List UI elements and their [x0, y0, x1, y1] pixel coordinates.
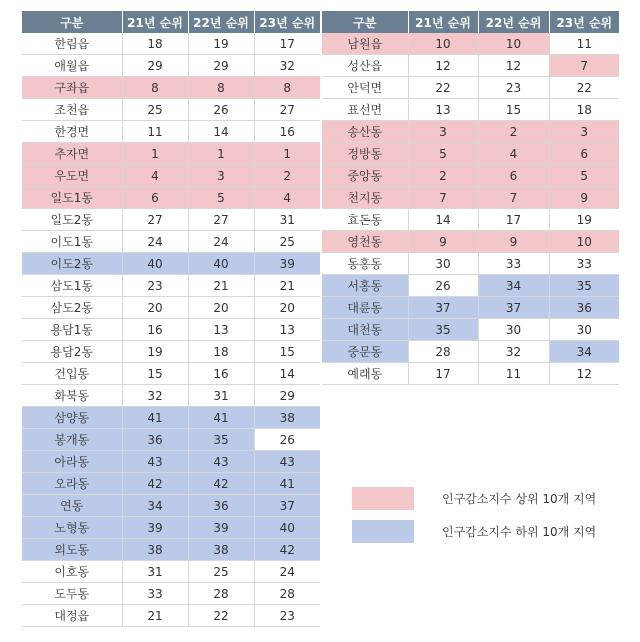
region-name-cell: 서홍동 — [322, 275, 408, 297]
region-name-cell: 이도2동 — [22, 253, 122, 275]
rank-22-cell: 16 — [188, 363, 254, 385]
table-row — [22, 561, 320, 583]
rank-21-cell: 37 — [408, 297, 478, 319]
rank-21-cell: 3 — [408, 121, 478, 143]
region-name-cell: 대정읍 — [22, 605, 122, 627]
header-rank-23: 23년 순위 — [549, 11, 619, 33]
table-row — [322, 187, 619, 209]
rank-22-cell: 13 — [188, 319, 254, 341]
rank-23-cell: 5 — [549, 165, 619, 187]
rank-22-cell: 18 — [188, 341, 254, 363]
region-name-cell: 중앙동 — [322, 165, 408, 187]
rank-22-cell: 14 — [188, 121, 254, 143]
rank-21-cell: 4 — [122, 165, 188, 187]
rank-23-cell: 42 — [254, 539, 320, 561]
rank-21-cell: 32 — [122, 385, 188, 407]
table-row — [22, 451, 320, 473]
rank-21-cell: 5 — [408, 143, 478, 165]
region-name-cell: 송산동 — [322, 121, 408, 143]
rank-22-cell: 22 — [188, 605, 254, 627]
rank-21-cell: 11 — [122, 121, 188, 143]
rank-23-cell: 8 — [254, 77, 320, 99]
table-header-row — [22, 11, 320, 33]
rank-21-cell: 20 — [122, 297, 188, 319]
rank-23-cell: 15 — [254, 341, 320, 363]
rank-22-cell: 5 — [188, 187, 254, 209]
rank-21-cell: 38 — [122, 539, 188, 561]
rank-23-cell: 39 — [254, 253, 320, 275]
region-name-cell: 용담2동 — [22, 341, 122, 363]
rank-22-cell: 39 — [188, 517, 254, 539]
rank-22-cell: 31 — [188, 385, 254, 407]
rank-23-cell: 38 — [254, 407, 320, 429]
rank-21-cell: 21 — [122, 605, 188, 627]
rank-21-cell: 33 — [122, 583, 188, 605]
rank-23-cell: 7 — [549, 55, 619, 77]
legend-swatch-top10 — [352, 487, 414, 510]
rank-22-cell: 25 — [188, 561, 254, 583]
rank-23-cell: 1 — [254, 143, 320, 165]
region-name-cell: 건입동 — [22, 363, 122, 385]
rank-22-cell: 23 — [478, 77, 549, 99]
region-name-cell: 삼양동 — [22, 407, 122, 429]
rank-22-cell: 12 — [478, 55, 549, 77]
rank-21-cell: 18 — [122, 33, 188, 55]
rank-22-cell: 34 — [478, 275, 549, 297]
rank-21-cell: 43 — [122, 451, 188, 473]
rank-21-cell: 22 — [408, 77, 478, 99]
rank-21-cell: 23 — [122, 275, 188, 297]
rank-23-cell: 43 — [254, 451, 320, 473]
legend-bottom10 — [352, 520, 596, 543]
rank-21-cell: 10 — [408, 33, 478, 55]
region-name-cell: 오라동 — [22, 473, 122, 495]
region-name-cell: 연동 — [22, 495, 122, 517]
rank-21-cell: 42 — [122, 473, 188, 495]
rank-22-cell: 4 — [478, 143, 549, 165]
rank-21-cell: 9 — [408, 231, 478, 253]
header-rank-21: 21년 순위 — [408, 11, 478, 33]
header-category: 구분 — [322, 11, 408, 33]
table-row — [22, 297, 320, 319]
table-row — [22, 187, 320, 209]
rank-23-cell: 24 — [254, 561, 320, 583]
rank-21-cell: 1 — [122, 143, 188, 165]
region-name-cell: 봉개동 — [22, 429, 122, 451]
region-name-cell: 정방동 — [322, 143, 408, 165]
table-row — [22, 165, 320, 187]
region-name-cell: 도두동 — [22, 583, 122, 605]
rank-21-cell: 27 — [122, 209, 188, 231]
rank-23-cell: 17 — [254, 33, 320, 55]
table-row — [22, 231, 320, 253]
region-name-cell: 예래동 — [322, 363, 408, 385]
header-category: 구분 — [22, 11, 122, 33]
rank-21-cell: 34 — [122, 495, 188, 517]
region-name-cell: 대륜동 — [322, 297, 408, 319]
region-name-cell: 일도2동 — [22, 209, 122, 231]
region-name-cell: 구좌읍 — [22, 77, 122, 99]
rank-23-cell: 18 — [549, 99, 619, 121]
rank-21-cell: 26 — [408, 275, 478, 297]
rank-23-cell: 40 — [254, 517, 320, 539]
table-row — [322, 297, 619, 319]
rank-22-cell: 27 — [188, 209, 254, 231]
region-name-cell: 천지동 — [322, 187, 408, 209]
rank-23-cell: 11 — [549, 33, 619, 55]
region-name-cell: 한림읍 — [22, 33, 122, 55]
rank-23-cell: 29 — [254, 385, 320, 407]
table-row — [22, 99, 320, 121]
rank-21-cell: 15 — [122, 363, 188, 385]
table-row — [322, 33, 619, 55]
region-name-cell: 영천동 — [322, 231, 408, 253]
region-name-cell: 우도면 — [22, 165, 122, 187]
legend-top10 — [352, 487, 596, 510]
rank-23-cell: 34 — [549, 341, 619, 363]
table-row — [322, 231, 619, 253]
rank-22-cell: 3 — [188, 165, 254, 187]
table-header-row — [322, 11, 619, 33]
rank-23-cell: 4 — [254, 187, 320, 209]
rank-22-cell: 35 — [188, 429, 254, 451]
table-row — [322, 99, 619, 121]
rank-23-cell: 13 — [254, 319, 320, 341]
rank-21-cell: 6 — [122, 187, 188, 209]
rank-22-cell: 41 — [188, 407, 254, 429]
rank-23-cell: 30 — [549, 319, 619, 341]
legend-swatch-bottom10 — [352, 520, 414, 543]
region-name-cell: 일도1동 — [22, 187, 122, 209]
table-row — [322, 319, 619, 341]
rank-23-cell: 16 — [254, 121, 320, 143]
table-row — [22, 539, 320, 561]
rank-22-cell: 15 — [478, 99, 549, 121]
rank-23-cell: 9 — [549, 187, 619, 209]
region-name-cell: 남원읍 — [322, 33, 408, 55]
table-row — [22, 55, 320, 77]
region-name-cell: 삼도1동 — [22, 275, 122, 297]
table-body-right — [322, 33, 619, 385]
table-row — [322, 121, 619, 143]
region-name-cell: 동홍동 — [322, 253, 408, 275]
region-name-cell: 효돈동 — [322, 209, 408, 231]
rank-21-cell: 40 — [122, 253, 188, 275]
table-row — [22, 33, 320, 55]
region-name-cell: 이호동 — [22, 561, 122, 583]
rank-22-cell: 2 — [478, 121, 549, 143]
rank-21-cell: 16 — [122, 319, 188, 341]
rank-22-cell: 24 — [188, 231, 254, 253]
rank-21-cell: 35 — [408, 319, 478, 341]
table-row — [322, 341, 619, 363]
rank-23-cell: 10 — [549, 231, 619, 253]
table-row — [22, 121, 320, 143]
rank-21-cell: 17 — [408, 363, 478, 385]
header-rank-21: 21년 순위 — [122, 11, 188, 33]
rank-23-cell: 20 — [254, 297, 320, 319]
rank-23-cell: 26 — [254, 429, 320, 451]
legend-label-top10: 인구감소지수 상위 10개 지역 — [442, 492, 597, 506]
ranking-table-right — [322, 11, 619, 385]
rank-21-cell: 41 — [122, 407, 188, 429]
rank-23-cell: 31 — [254, 209, 320, 231]
table-row — [322, 77, 619, 99]
rank-21-cell: 36 — [122, 429, 188, 451]
rank-23-cell: 21 — [254, 275, 320, 297]
rank-23-cell: 23 — [254, 605, 320, 627]
rank-23-cell: 36 — [549, 297, 619, 319]
rank-22-cell: 42 — [188, 473, 254, 495]
table-row — [22, 275, 320, 297]
table-row — [22, 583, 320, 605]
rank-22-cell: 21 — [188, 275, 254, 297]
table-row — [22, 407, 320, 429]
rank-21-cell: 14 — [408, 209, 478, 231]
rank-23-cell: 37 — [254, 495, 320, 517]
rank-23-cell: 2 — [254, 165, 320, 187]
rank-22-cell: 10 — [478, 33, 549, 55]
table-row — [322, 143, 619, 165]
region-name-cell: 한경면 — [22, 121, 122, 143]
legend-label-bottom10: 인구감소지수 하위 10개 지역 — [442, 525, 597, 539]
rank-22-cell: 37 — [478, 297, 549, 319]
region-name-cell: 아라동 — [22, 451, 122, 473]
header-rank-23: 23년 순위 — [254, 11, 320, 33]
rank-23-cell: 25 — [254, 231, 320, 253]
rank-23-cell: 27 — [254, 99, 320, 121]
region-name-cell: 외도동 — [22, 539, 122, 561]
rank-22-cell: 29 — [188, 55, 254, 77]
region-name-cell: 이도1동 — [22, 231, 122, 253]
rank-22-cell: 40 — [188, 253, 254, 275]
table-row — [322, 209, 619, 231]
table-row — [322, 363, 619, 385]
rank-23-cell: 12 — [549, 363, 619, 385]
rank-23-cell: 22 — [549, 77, 619, 99]
ranking-table-left — [22, 11, 320, 627]
region-name-cell: 노형동 — [22, 517, 122, 539]
rank-22-cell: 20 — [188, 297, 254, 319]
region-name-cell: 대천동 — [322, 319, 408, 341]
table-row — [22, 77, 320, 99]
region-name-cell: 추자면 — [22, 143, 122, 165]
rank-23-cell: 35 — [549, 275, 619, 297]
rank-22-cell: 7 — [478, 187, 549, 209]
table-row — [22, 385, 320, 407]
table-row — [22, 605, 320, 627]
table-row — [22, 319, 320, 341]
rank-22-cell: 28 — [188, 583, 254, 605]
rank-22-cell: 9 — [478, 231, 549, 253]
table-row — [22, 429, 320, 451]
rank-22-cell: 33 — [478, 253, 549, 275]
rank-21-cell: 24 — [122, 231, 188, 253]
table-row — [22, 473, 320, 495]
region-name-cell: 삼도2동 — [22, 297, 122, 319]
rank-22-cell: 43 — [188, 451, 254, 473]
rank-21-cell: 19 — [122, 341, 188, 363]
rank-22-cell: 26 — [188, 99, 254, 121]
region-name-cell: 표선면 — [322, 99, 408, 121]
table-row — [22, 495, 320, 517]
rank-21-cell: 12 — [408, 55, 478, 77]
rank-22-cell: 36 — [188, 495, 254, 517]
rank-21-cell: 39 — [122, 517, 188, 539]
rank-21-cell: 2 — [408, 165, 478, 187]
rank-23-cell: 33 — [549, 253, 619, 275]
rank-23-cell: 14 — [254, 363, 320, 385]
rank-21-cell: 30 — [408, 253, 478, 275]
table-row — [22, 253, 320, 275]
rank-22-cell: 1 — [188, 143, 254, 165]
rank-22-cell: 11 — [478, 363, 549, 385]
region-name-cell: 조천읍 — [22, 99, 122, 121]
region-name-cell: 중문동 — [322, 341, 408, 363]
table-row — [322, 253, 619, 275]
table-row — [22, 341, 320, 363]
rank-22-cell: 30 — [478, 319, 549, 341]
rank-22-cell: 32 — [478, 341, 549, 363]
rank-22-cell: 8 — [188, 77, 254, 99]
rank-21-cell: 25 — [122, 99, 188, 121]
rank-23-cell: 19 — [549, 209, 619, 231]
rank-21-cell: 29 — [122, 55, 188, 77]
rank-21-cell: 31 — [122, 561, 188, 583]
rank-23-cell: 28 — [254, 583, 320, 605]
rank-22-cell: 38 — [188, 539, 254, 561]
table-row — [322, 275, 619, 297]
table-row — [22, 209, 320, 231]
region-name-cell: 애월읍 — [22, 55, 122, 77]
table-body-left — [22, 33, 320, 627]
table-row — [22, 143, 320, 165]
region-name-cell: 용담1동 — [22, 319, 122, 341]
rank-21-cell: 13 — [408, 99, 478, 121]
rank-23-cell: 3 — [549, 121, 619, 143]
table-row — [322, 55, 619, 77]
rank-22-cell: 19 — [188, 33, 254, 55]
header-rank-22: 22년 순위 — [188, 11, 254, 33]
rank-22-cell: 6 — [478, 165, 549, 187]
region-name-cell: 성산읍 — [322, 55, 408, 77]
table-row — [22, 363, 320, 385]
table-row — [322, 165, 619, 187]
table-row — [22, 517, 320, 539]
rank-22-cell: 17 — [478, 209, 549, 231]
rank-23-cell: 41 — [254, 473, 320, 495]
rank-23-cell: 6 — [549, 143, 619, 165]
header-rank-22: 22년 순위 — [478, 11, 549, 33]
region-name-cell: 안덕면 — [322, 77, 408, 99]
rank-23-cell: 32 — [254, 55, 320, 77]
rank-21-cell: 7 — [408, 187, 478, 209]
region-name-cell: 화북동 — [22, 385, 122, 407]
rank-21-cell: 8 — [122, 77, 188, 99]
rank-21-cell: 28 — [408, 341, 478, 363]
